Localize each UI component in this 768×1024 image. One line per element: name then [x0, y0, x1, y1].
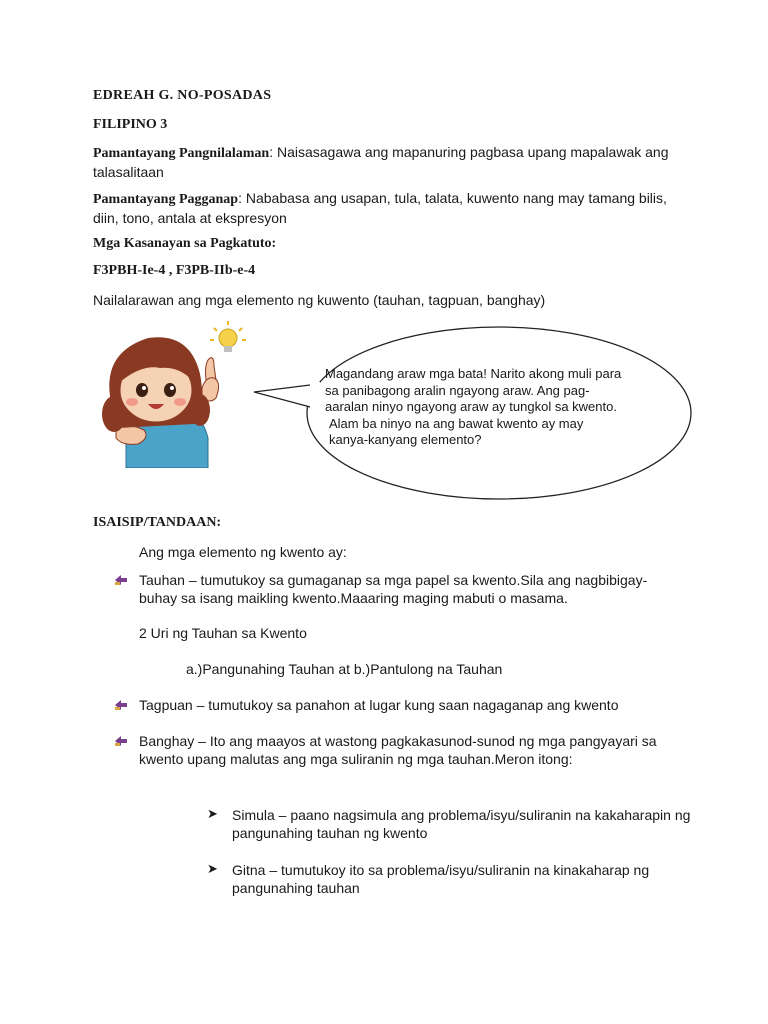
- arrow-bullet-icon: ➤: [207, 806, 218, 821]
- skills-heading: Mga Kasanayan sa Pagkatuto:: [93, 236, 277, 251]
- element-banghay: Banghay – Ito ang maayos at wastong pagkakasunod-sunod ng mga pangyayari sa kwento upang malutas ang mga suliranin ng mga tauhan.Meron itong:: [139, 733, 657, 767]
- author-name: EDREAH G. NO-POSADAS: [93, 88, 272, 103]
- content-standard-text: : Naisasagawa ang mapanuring pagbasa upang mapalawak ang talasalitaan: [93, 144, 669, 180]
- competency-codes: F3PBH-Ie-4 , F3PB-IIb-e-4: [93, 263, 256, 278]
- elements-intro: Ang mga elemento ng kwento ay:: [139, 544, 347, 560]
- banghay-gitna: Gitna – tumutukoy ito sa problema/isyu/suliranin na kinakaharap ng pangunahing tauhan: [232, 862, 650, 896]
- content-standard-label: Pamantayang Pangnilalaman: [93, 146, 270, 161]
- character-types: a.)Pangunahing Tauhan at b.)Pantulong na Tauhan: [186, 661, 503, 677]
- performance-standard-label: Pamantayang Pagganap: [93, 192, 239, 207]
- girl-teacher-illustration: [98, 318, 258, 473]
- banghay-simula: Simula – paano nagsimula ang problema/isyu/suliranin na kakaharapin ng pangunahing tauhan ng kwento: [232, 807, 691, 841]
- speech-bubble-text: [325, 366, 625, 449]
- lightbulb-icon: [210, 321, 246, 352]
- performance-standard-text: : Nababasa ang usapan, tula, talata, kuwento nang may tamang bilis, diin, tono, antala at ekspresyon: [93, 190, 667, 226]
- speech-line-1: Magandang araw mga bata! Narito akong muli para sa panibagong aralin ngayong araw. Ang pag-aaralan ninyo ngayong araw ay tungkol sa kwento.: [325, 366, 622, 414]
- element-tagpuan: Tagpuan – tumutukoy sa panahon at lugar kung saan nagaganap ang kwento: [139, 697, 619, 713]
- learning-objective: Nailalarawan ang mga elemento ng kuwento (tauhan, tagpuan, banghay): [93, 292, 546, 308]
- content-standard: [93, 143, 693, 181]
- bullet-icon: [114, 699, 128, 711]
- performance-standard: [93, 189, 693, 227]
- subject-title: FILIPINO 3: [93, 117, 168, 132]
- arrow-bullet-icon: ➤: [207, 861, 218, 876]
- element-tauhan: Tauhan – tumutukoy sa gumaganap sa mga papel sa kwento.Sila ang nagbibigay-buhay sa isang maikling kwento.Maaaring maging mabuti o masama.: [139, 572, 648, 606]
- character-types-heading: 2 Uri ng Tauhan sa Kwento: [139, 625, 307, 641]
- speech-line-2: Alam ba ninyo na ang bawat kwento ay may kanya-kanyang elemento?: [329, 415, 584, 447]
- bullet-icon: [114, 574, 128, 586]
- bullet-icon: [114, 735, 128, 747]
- remember-heading: ISAISIP/TANDAAN:: [93, 515, 222, 530]
